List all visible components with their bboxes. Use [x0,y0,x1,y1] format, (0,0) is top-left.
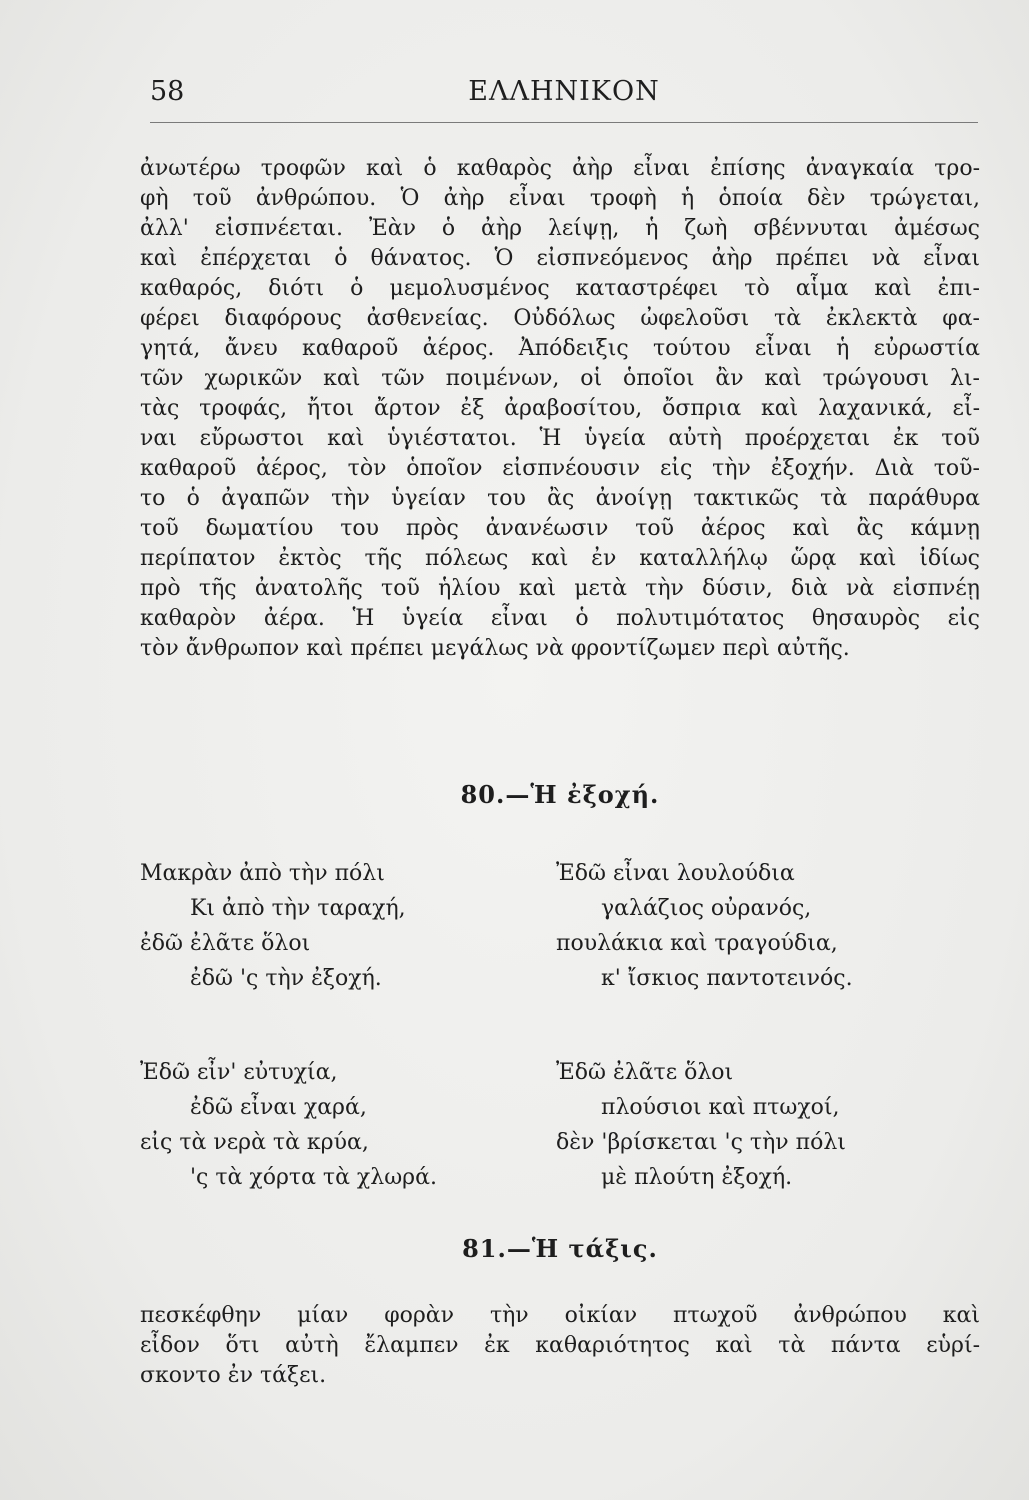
text-line: φὴ τοῦ ἀνθρώπου. Ὁ ἀὴρ εἶναι τροφὴ ἡ ὁποία δὲν τρώγεται, [140,186,980,211]
poem-stanza-left-2 [140,1055,437,1195]
poem-line: γαλάζιος οὐρανός, [601,896,812,921]
poem-line: Ἐδῶ εἶν' εὐτυχία, [140,1060,338,1085]
poem-line: δὲν 'βρίσκεται 'ς τὴν πόλι [556,1130,846,1155]
text-line: πεσκέφθην μίαν φορὰν τὴν οἰκίαν πτωχοῦ ἀνθρώπου καὶ [140,1303,980,1328]
section-81-text [140,1301,980,1391]
text-line: πρὸ τῆς ἀνατολῆς τοῦ ἡλίου καὶ μετὰ τὴν δύσιν, διὰ νὰ εἰσπνέῃ [140,576,980,601]
text-line: ναι εὔρωστοι καὶ ὑγιέστατοι. Ἡ ὑγεία αὐτὴ προέρχεται ἐκ τοῦ [140,426,980,451]
text-line: τοῦ δωματίου του πρὸς ἀνανέωσιν τοῦ ἀέρος καὶ ἂς κάμνῃ [140,516,980,541]
poem-line: ἐδῶ ἐλᾶτε ὅλοι [140,931,311,956]
text-line: καθαρὸν ἀέρα. Ἡ ὑγεία εἶναι ὁ πολυτιμότατος θησαυρὸς εἰς [140,606,980,631]
poem-line: Κι ἀπὸ τὴν ταραχή, [190,896,406,921]
text-line: το ὁ ἀγαπῶν τὴν ὑγείαν του ἂς ἀνοίγῃ τακτικῶς τὰ παράθυρα [140,486,980,511]
text-line: τὰς τροφάς, ἤτοι ἄρτον ἐξ ἀραβοσίτου, ὄσπρια καὶ λαχανικά, εἶ- [140,396,980,421]
text-line: τὸν ἄνθρωπον καὶ πρέπει μεγάλως νὰ φροντίζωμεν περὶ αὐτῆς. [140,636,850,661]
text-line: σκοντο ἐν τάξει. [140,1363,327,1388]
page-number: 58 [150,76,185,107]
poem-line: Ἐδῶ ἐλᾶτε ὅλοι [556,1060,734,1085]
poem-line: πλούσιοι καὶ πτωχοί, [601,1095,840,1120]
section-81-heading: 81.—Ἡ τάξις. [462,1234,658,1263]
text-line: καὶ ἐπέρχεται ὁ θάνατος. Ὁ εἰσπνεόμενος ἀὴρ πρέπει νὰ εἶναι [140,246,980,271]
text-line: τῶν χωρικῶν καὶ τῶν ποιμένων, οἱ ὁποῖοι ἂν καὶ τρώγουσι λι- [140,366,980,391]
poem-line: μὲ πλούτη ἐξοχή. [601,1165,793,1190]
text-line: γητά, ἄνευ καθαροῦ ἀέρος. Ἀπόδειξις τούτου εἶναι ἡ εὐρωστία [140,336,980,361]
poem-line: πουλάκια καὶ τραγούδια, [556,931,838,956]
poem-line: 'ς τὰ χόρτα τὰ χλωρά. [190,1165,437,1190]
section-79-continuation [140,154,980,664]
page-header [150,72,978,123]
section-80-heading: 80.—Ἡ ἐξοχή. [460,780,660,809]
poem-stanza-left-1 [140,856,406,996]
poem-stanza-right-1 [556,856,853,996]
poem-line: ἐδῶ 'ς τὴν ἐξοχή. [190,966,382,991]
text-line: εἶδον ὅτι αὐτὴ ἔλαμπεν ἐκ καθαριότητος καὶ τὰ πάντα εὑρί- [140,1333,980,1358]
poem-line: Ἐδῶ εἶναι λουλούδια [556,861,795,886]
poem-line: ἐδῶ εἶναι χαρά, [190,1095,367,1120]
text-line: καθαρός, διότι ὁ μεμολυσμένος καταστρέφει τὸ αἷμα καὶ ἐπι- [140,276,980,301]
text-line: φέρει διαφόρους ἀσθενείας. Οὐδόλως ὠφελοῦσι τὰ ἐκλεκτὰ φα- [140,306,980,331]
text-line: καθαροῦ ἀέρος, τὸν ὁποῖον εἰσπνέουσιν εἰς τὴν ἐξοχήν. Διὰ τοῦ- [140,456,980,481]
poem-line: κ' ἴσκιος παντοτεινός. [601,966,853,991]
poem-line: Μακρὰν ἀπὸ τὴν πόλι [140,861,385,886]
text-line: ἀνωτέρω τροφῶν καὶ ὁ καθαρὸς ἀὴρ εἶναι ἐπίσης ἀναγκαία τρο- [140,156,980,181]
poem-line: εἰς τὰ νερὰ τὰ κρύα, [140,1130,369,1155]
poem-stanza-right-2 [556,1055,846,1195]
running-title: ΕΛΛΗΝΙΚΟΝ [468,76,660,107]
text-line: ἀλλ' εἰσπνέεται. Ἐὰν ὁ ἀὴρ λείψῃ, ἡ ζωὴ σβέννυται ἀμέσως [140,216,980,241]
text-line: περίπατον ἐκτὸς τῆς πόλεως καὶ ἐν καταλλήλῳ ὥρᾳ καὶ ἰδίως [140,546,980,571]
